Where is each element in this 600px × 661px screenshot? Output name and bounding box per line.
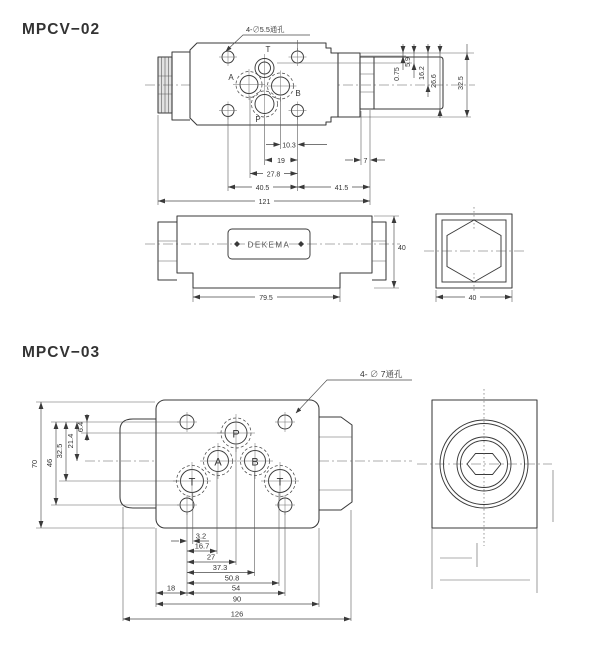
dim-label-373: 37.3 [212,563,228,572]
mpcv03-right-body [319,417,352,510]
dim-label-121: 121 [258,199,271,206]
mpcv03-title: MPCV−03 [22,344,101,361]
dim-label-795: 79.5 [259,295,273,302]
mpcv02-port-label-t: T [265,45,271,54]
dim-label-075: 0.75 [394,67,401,81]
mpcv02-front-right-hex [372,222,386,280]
dim-label-64: 6.4 [76,421,85,433]
dim-label-18: 18 [166,583,176,593]
mpcv02-port-label-b: B [295,89,301,98]
mpcv02-front-body [177,216,372,288]
dim-label-266: 26.6 [431,74,438,88]
dim-label-v325: 32.5 [55,443,64,459]
mpcv03-left-body [120,419,156,508]
mpcv02-front-left-hex [158,222,177,280]
mpcv03-main-view [30,369,412,621]
dim-label-415: 41.5 [334,185,349,192]
mpcv02-left-neck [172,52,190,120]
dim-label-162: 16.2 [419,66,426,80]
dim-label-508: 50.8 [224,573,240,583]
dim-label-7: 7 [363,158,368,165]
dim-label-46: 46 [45,458,54,468]
dim-label-325: 32.5 [458,76,465,90]
mpcv03-port-label-t-right: T [276,476,284,489]
mpcv02-top-view [145,25,475,206]
mpcv02-plate [190,43,338,125]
mpcv02-right-hex [360,57,374,109]
dim-label-front-40: 40 [398,245,406,252]
mpcv03-port-label-p: P [232,428,240,441]
dim-label-59: 5.9 [405,57,412,67]
dim-label-70: 70 [30,459,39,469]
dim-label-27: 27 [206,552,216,562]
mpcv02-end-view [424,207,524,302]
mpcv02-front-view [145,216,406,302]
mpcv03-port-label-a: A [214,456,222,469]
mpcv03-port-label-b: B [251,456,259,469]
mpcv03-section [22,344,553,621]
dim-label-32: 3.2 [195,531,207,541]
mpcv02-hole-note: 4-∅5.5通孔 [246,25,285,34]
dim-label-54: 54 [231,583,241,593]
mpcv03-end-view [417,389,553,593]
dim-label-end-40: 40 [468,295,477,302]
dim-label-126: 126 [230,609,244,619]
dim-label-19: 19 [277,158,285,165]
dim-label-405: 40.5 [255,185,270,192]
mpcv02-title: MPCV−02 [22,21,101,38]
dim-label-90: 90 [232,594,242,604]
mpcv03-hole-note: 4- ∅ 7通孔 [360,369,403,379]
dim-label-103: 10.3 [282,142,296,150]
dim-label-167: 16.7 [194,541,210,551]
mpcv02-brand-label: DEKEMA [247,240,291,250]
mpcv02-port-label-a: A [228,73,234,82]
dim-label-278: 27.8 [266,171,281,179]
mpcv02-section [22,21,524,302]
mpcv02-port-label-p: P [255,115,261,124]
dim-label-214: 21.4 [66,433,75,449]
mpcv03-port-label-t-left: T [188,476,196,489]
